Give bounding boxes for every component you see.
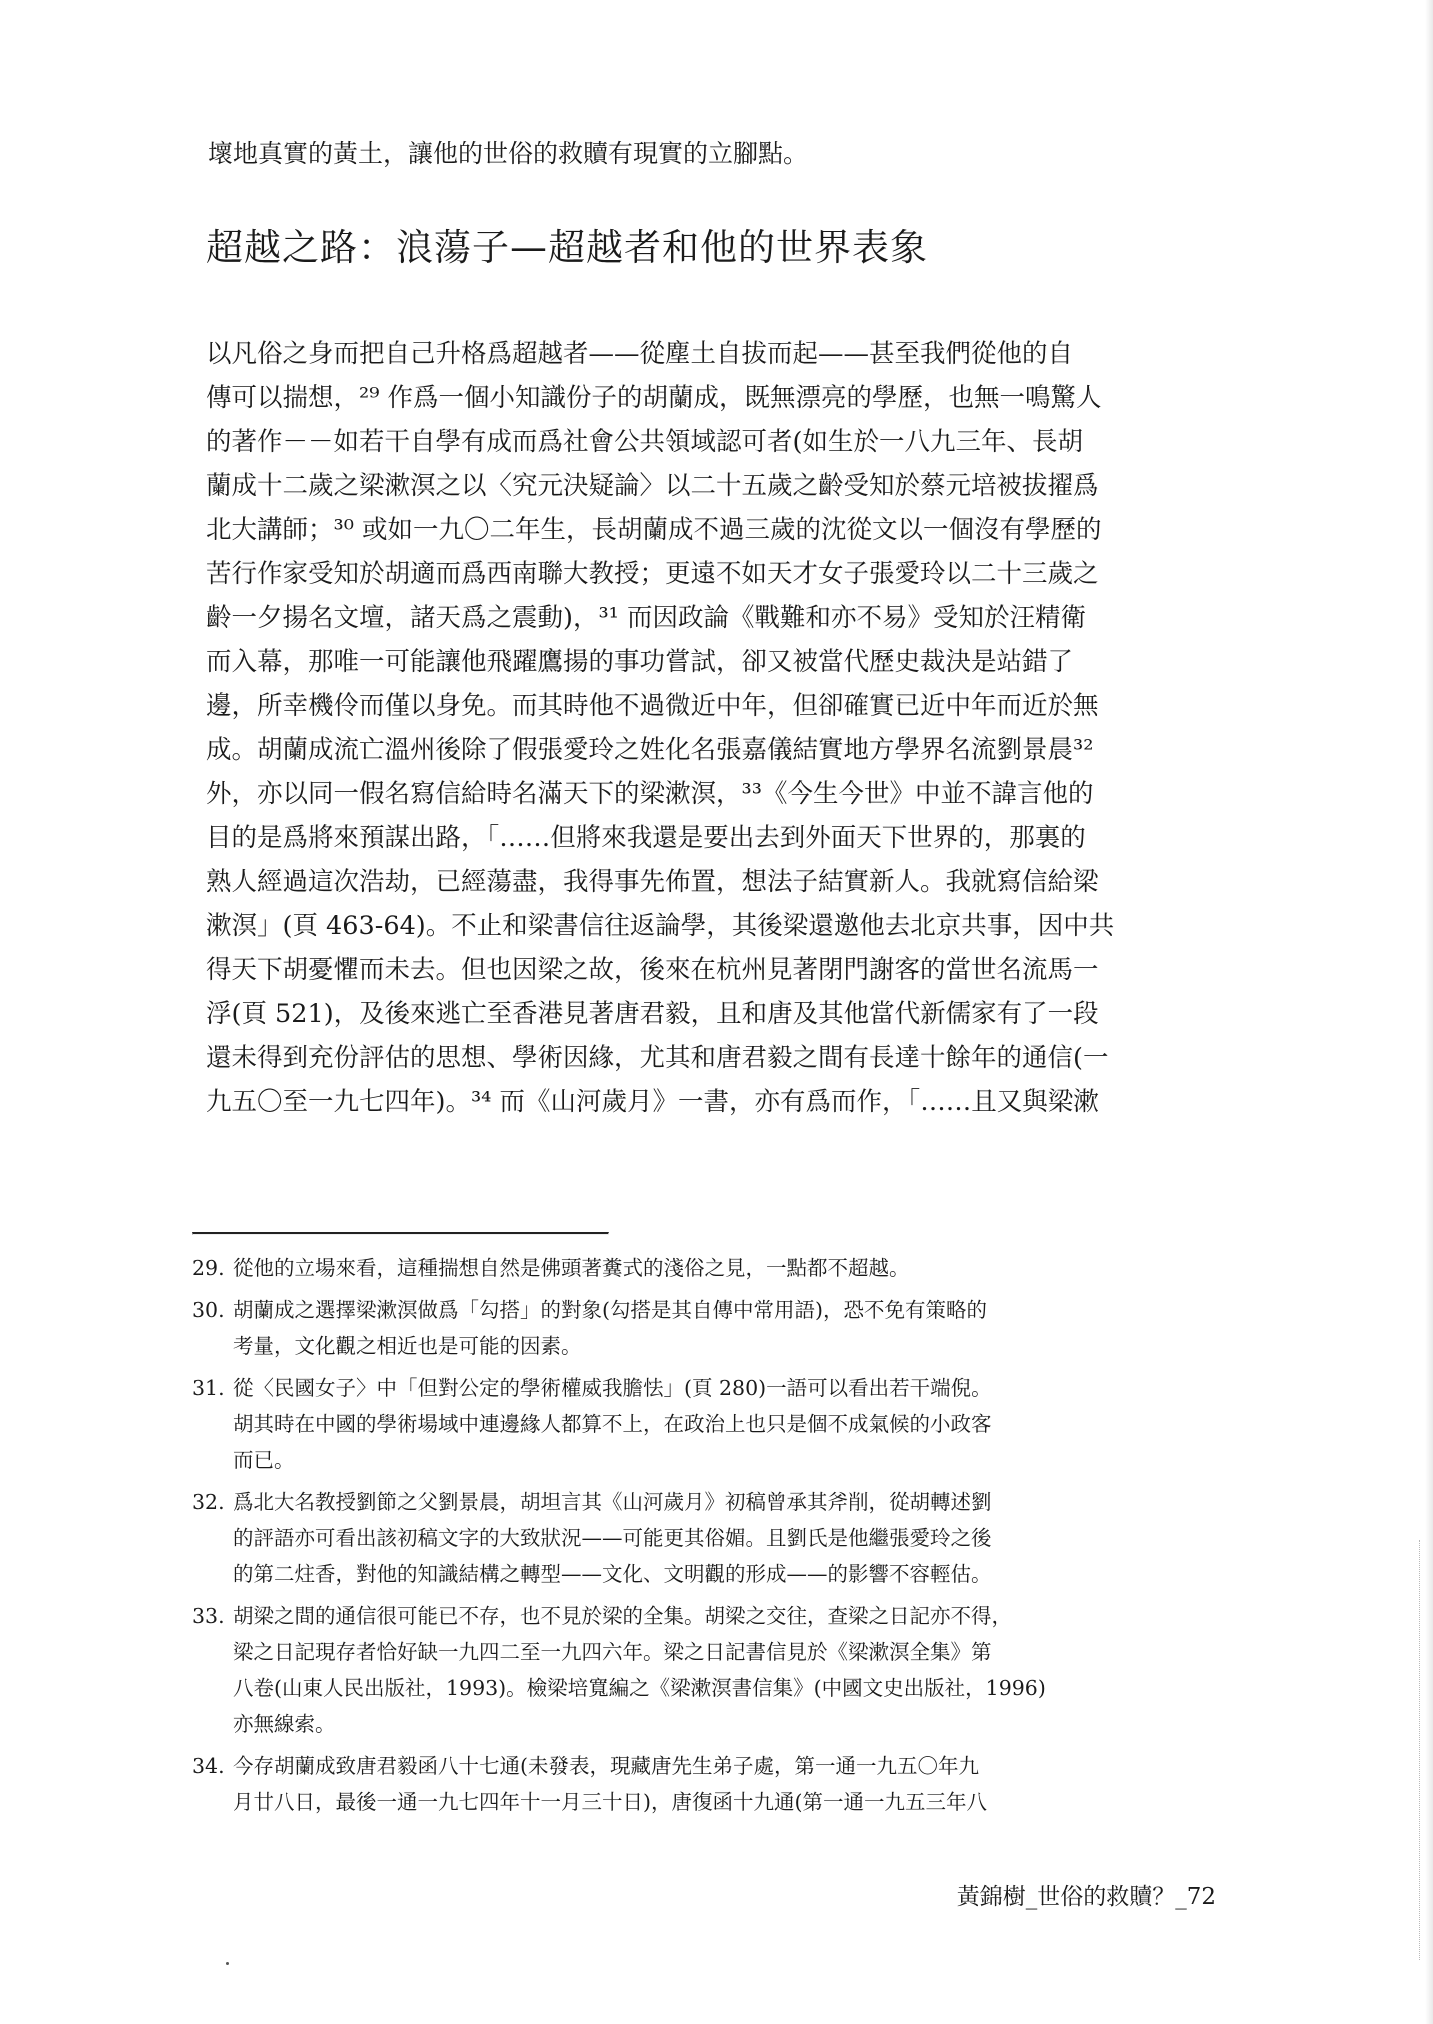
body-paragraph	[206, 332, 1206, 1124]
page-edge-shadow	[1425, 0, 1433, 2024]
body-line: 北大講師；³⁰ 或如一九〇二年生，長胡蘭成不過三歲的沈從文以一個沒有學歷的	[206, 515, 1102, 545]
scan-speck	[226, 1962, 229, 1965]
footnote-text: 八卷(山東人民出版社，1993)。檢梁培寬編之《梁漱溟書信集》(中國文史出版社，1996)	[233, 1676, 1046, 1700]
footnote	[192, 1484, 1212, 1592]
footnote-text: 胡蘭成之選擇梁漱溟做爲「勾搭」的對象(勾搭是其自傳中常用語)，恐不免有策略的	[233, 1298, 987, 1322]
section-heading: 超越之路：浪蕩子—超越者和他的世界表象	[206, 226, 928, 269]
body-line: 熟人經過這次浩劫，已經蕩盡，我得事先佈置，想法子結實新人。我就寫信給梁	[206, 867, 1099, 897]
footnote-text: 而已。	[233, 1448, 295, 1472]
body-line: 浮(頁 521)，及後來逃亡至香港見著唐君毅，且和唐及其他當代新儒家有了一段	[206, 999, 1099, 1029]
footnote-text: 的第二炷香，對他的知識結構之轉型——文化、文明觀的形成——的影響不容輕估。	[233, 1562, 992, 1586]
footnote-divider	[192, 1232, 609, 1235]
footnote-text: 從〈民國女子〉中「但對公定的學術權威我膽怯」(頁 280)一語可以看出若干端倪。	[233, 1376, 992, 1400]
footnote-text: 今存胡蘭成致唐君毅函八十七通(未發表，現藏唐先生弟子處，第一通一九五〇年九	[233, 1754, 979, 1778]
scan-artifact-line	[1419, 1540, 1421, 1960]
footnote	[192, 1250, 1212, 1286]
footnote-text: 考量，文化觀之相近也是可能的因素。	[233, 1334, 582, 1358]
intro-line: 壞地真實的黃土，讓他的世俗的救贖有現實的立腳點。	[208, 139, 809, 168]
footnote-text: 梁之日記現存者恰好缺一九四二至一九四六年。梁之日記書信見於《梁漱溟全集》第	[233, 1640, 992, 1664]
body-line: 邊，所幸機伶而僅以身免。而其時他不過微近中年，但卻確實已近中年而近於無	[206, 691, 1099, 721]
page-footer: 黃錦樹_世俗的救贖？_72	[956, 1884, 1216, 1910]
body-line: 目的是爲將來預謀出路，「……但將來我還是要出去到外面天下世界的，那裏的	[206, 823, 1086, 853]
footnote-text: 的評語亦可看出該初稿文字的大致狀況——可能更其俗媚。且劉氏是他繼張愛玲之後	[233, 1526, 992, 1550]
footnote-number: 33.	[192, 1604, 225, 1628]
footnote-text: 亦無線索。	[233, 1712, 336, 1736]
footnote-number: 30.	[192, 1298, 225, 1322]
footnote-text: 月廿八日，最後一通一九七四年十一月三十日)，唐復函十九通(第一通一九五三年八	[233, 1790, 987, 1814]
body-line: 而入幕，那唯一可能讓他飛躍鷹揚的事功嘗試，卻又被當代歷史裁決是站錯了	[206, 647, 1074, 677]
footnote-text: 從他的立場來看，這種揣想自然是佛頭著糞式的淺俗之見，一點都不超越。	[233, 1256, 910, 1280]
body-line: 得天下胡憂懼而未去。但也因梁之故，後來在杭州見著閉門謝客的當世名流馬一	[206, 955, 1099, 985]
body-line: 外，亦以同一假名寫信給時名滿天下的梁漱溟，³³《今生今世》中並不諱言他的	[206, 779, 1094, 809]
footnote	[192, 1598, 1212, 1742]
footnote-text: 胡其時在中國的學術場域中連邊緣人都算不上，在政治上也只是個不成氣候的小政客	[233, 1412, 992, 1436]
footnote-number: 32.	[192, 1490, 225, 1514]
footnote	[192, 1292, 1212, 1364]
footnote-number: 31.	[192, 1376, 225, 1400]
footnote-number: 34.	[192, 1754, 225, 1778]
footnotes	[192, 1250, 1212, 1826]
footnote-text: 胡梁之間的通信很可能已不存，也不見於梁的全集。胡梁之交往，查梁之日記亦不得，	[233, 1604, 1012, 1628]
body-line: 的著作－－如若干自學有成而爲社會公共領域認可者(如生於一八九三年、長胡	[206, 427, 1083, 457]
footnote-number: 29.	[192, 1256, 225, 1280]
footnote-text: 爲北大名教授劉節之父劉景晨，胡坦言其《山河歲月》初稿曾承其斧削，從胡轉述劉	[233, 1490, 992, 1514]
body-line: 苦行作家受知於胡適而爲西南聯大教授；更遠不如天才女子張愛玲以二十三歲之	[206, 559, 1099, 589]
body-line: 以凡俗之身而把自己升格爲超越者——從塵土自拔而起——甚至我們從他的自	[206, 339, 1074, 369]
footnote	[192, 1370, 1212, 1478]
body-line: 傳可以揣想，²⁹ 作爲一個小知識份子的胡蘭成，既無漂亮的學歷，也無一鳴驚人	[206, 383, 1102, 413]
body-line: 成。胡蘭成流亡溫州後除了假張愛玲之姓化名張嘉儀結實地方學界名流劉景晨³²	[206, 735, 1094, 765]
body-line: 漱溟」(頁 463-64)。不止和梁書信往返論學，其後梁還邀他去北京共事，因中共	[206, 911, 1115, 941]
body-line: 還未得到充份評估的思想、學術因緣，尤其和唐君毅之間有長達十餘年的通信(一	[206, 1043, 1109, 1073]
footnote	[192, 1748, 1212, 1820]
body-line: 齡一夕揚名文壇，諸天爲之震動)，³¹ 而因政論《戰難和亦不易》受知於汪精衛	[206, 603, 1087, 633]
body-line: 九五〇至一九七四年)。³⁴ 而《山河歲月》一書，亦有爲而作，「……且又與梁漱	[206, 1087, 1099, 1117]
body-line: 蘭成十二歲之梁漱溟之以〈究元決疑論〉以二十五歲之齡受知於蔡元培被拔擢爲	[206, 471, 1099, 501]
